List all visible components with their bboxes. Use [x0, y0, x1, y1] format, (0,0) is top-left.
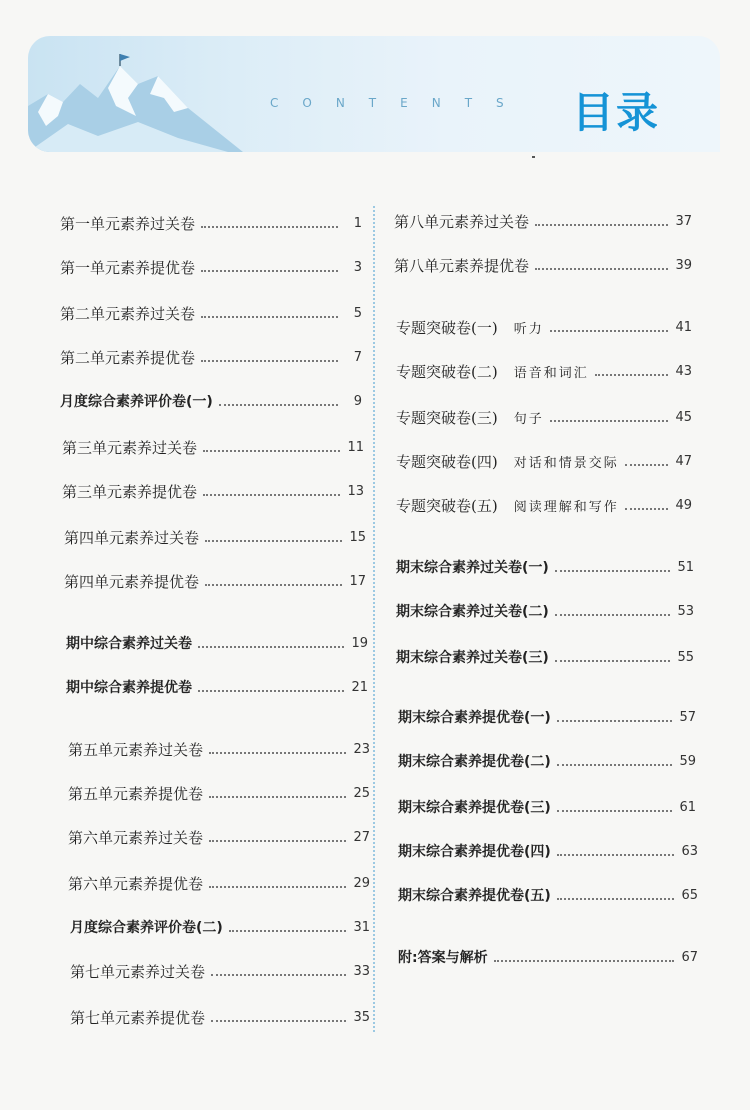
toc-page-number: 37 — [675, 213, 692, 229]
toc-entry[interactable] — [60, 386, 362, 416]
toc-entry-title: 第四单元素养提优卷 — [64, 572, 200, 591]
dot-leader — [201, 359, 338, 362]
toc-entry-title: 第五单元素养过关卷 — [68, 740, 204, 759]
toc-entry[interactable] — [396, 312, 692, 342]
toc-entry-subtitle: 对话和情景交际 — [513, 455, 619, 471]
dot-leader — [211, 973, 346, 976]
dot-leader — [625, 507, 668, 510]
toc-page-number: 67 — [681, 949, 698, 965]
dot-leader — [557, 809, 672, 812]
toc-entry-title: 专题突破卷(二) — [396, 362, 498, 381]
toc-page-number: 41 — [675, 319, 692, 335]
toc-entry-title: 期末综合素养提优卷(五) — [398, 888, 551, 904]
dot-leader — [229, 929, 346, 932]
toc-page-number: 47 — [675, 453, 692, 469]
toc-entry[interactable] — [64, 566, 366, 596]
print-mark — [532, 156, 535, 158]
toc-entry-title: 第一单元素养过关卷 — [60, 214, 196, 233]
toc-entry-title: 期末综合素养过关卷(二) — [396, 604, 549, 620]
toc-entry-title: 期中综合素养过关卷 — [66, 636, 192, 652]
toc-entry[interactable] — [60, 298, 362, 328]
dot-leader — [555, 569, 670, 572]
toc-page-number: 53 — [677, 603, 694, 619]
dot-leader — [198, 645, 344, 648]
toc-entry-title: 第五单元素养提优卷 — [68, 784, 204, 803]
dot-leader — [209, 751, 346, 754]
dot-leader — [201, 269, 338, 272]
dot-leader — [203, 449, 340, 452]
toc-page-number: 13 — [347, 483, 364, 499]
toc-entry-title: 第一单元素养提优卷 — [60, 258, 196, 277]
toc-page-number: 57 — [679, 709, 696, 725]
toc-entry[interactable] — [68, 734, 370, 764]
dot-leader — [535, 223, 668, 226]
mountain-illustration — [28, 36, 268, 152]
toc-entry-title: 第二单元素养过关卷 — [60, 304, 196, 323]
toc-entry[interactable] — [66, 672, 368, 702]
dot-leader — [198, 689, 344, 692]
toc-entry[interactable] — [398, 746, 696, 776]
toc-entry[interactable] — [396, 402, 692, 432]
toc-entry-subtitle: 阅读理解和写作 — [513, 499, 619, 515]
dot-leader — [209, 839, 346, 842]
dot-leader — [535, 267, 668, 270]
toc-page-number: 65 — [681, 887, 698, 903]
toc-entry[interactable] — [396, 356, 692, 386]
toc-page-number: 15 — [349, 529, 366, 545]
toc-page-number: 1 — [353, 215, 362, 231]
toc-page-number: 39 — [675, 257, 692, 273]
toc-entry-title: 专题突破卷(三) — [396, 408, 498, 427]
toc-entry[interactable] — [398, 942, 698, 972]
toc-entry-title: 附:答案与解析 — [398, 950, 488, 966]
toc-entry[interactable] — [398, 836, 698, 866]
toc-page-number: 19 — [351, 635, 368, 651]
toc-entry-title: 第八单元素养提优卷 — [394, 256, 530, 275]
toc-entry[interactable] — [70, 1002, 370, 1032]
toc-entry-title: 期末综合素养过关卷(一) — [396, 560, 549, 576]
toc-page-number: 21 — [351, 679, 368, 695]
dot-leader — [205, 539, 342, 542]
toc-entry[interactable] — [64, 522, 366, 552]
toc-entry[interactable] — [394, 206, 692, 236]
toc-entry[interactable] — [398, 880, 698, 910]
toc-page-number: 31 — [353, 919, 370, 935]
dot-leader — [201, 225, 338, 228]
dot-leader — [209, 795, 346, 798]
dot-leader — [595, 373, 668, 376]
toc-entry-title: 期末综合素养提优卷(四) — [398, 844, 551, 860]
toc-entry[interactable] — [398, 792, 696, 822]
toc-page-number: 23 — [353, 741, 370, 757]
toc-entry-title: 第六单元素养提优卷 — [68, 874, 204, 893]
toc-page-number: 55 — [677, 649, 694, 665]
toc-page-number: 9 — [353, 393, 362, 409]
toc-entry[interactable] — [62, 476, 364, 506]
column-divider — [373, 206, 375, 1032]
toc-entry[interactable] — [66, 628, 368, 658]
toc-page-number: 45 — [675, 409, 692, 425]
toc-entry[interactable] — [62, 432, 364, 462]
toc-page-number: 25 — [353, 785, 370, 801]
toc-page-number: 43 — [675, 363, 692, 379]
toc-entry[interactable] — [396, 596, 694, 626]
dot-leader — [625, 463, 668, 466]
toc-entry-title: 专题突破卷(四) — [396, 452, 498, 471]
toc-page-number: 5 — [353, 305, 362, 321]
toc-page-number: 17 — [349, 573, 366, 589]
dot-leader — [201, 315, 338, 318]
toc-entry[interactable] — [60, 252, 362, 282]
dot-leader — [555, 659, 670, 662]
toc-page-number: 59 — [679, 753, 696, 769]
dot-leader — [557, 897, 674, 900]
toc-page-number: 35 — [353, 1009, 370, 1025]
toc-entry-title: 月度综合素养评价卷(二) — [70, 920, 223, 936]
toc-page-number: 27 — [353, 829, 370, 845]
toc-page-number: 61 — [679, 799, 696, 815]
dot-leader — [219, 403, 338, 406]
dot-leader — [555, 613, 670, 616]
toc-entry-title: 期中综合素养提优卷 — [66, 680, 192, 696]
toc-page-number: 49 — [675, 497, 692, 513]
toc-entry[interactable] — [68, 778, 370, 808]
toc-entry-title: 第三单元素养过关卷 — [62, 438, 198, 457]
toc-entry-title: 第七单元素养提优卷 — [70, 1008, 206, 1027]
toc-entry-title: 第六单元素养过关卷 — [68, 828, 204, 847]
toc-entry-title: 第二单元素养提优卷 — [60, 348, 196, 367]
toc-entry[interactable] — [394, 250, 692, 280]
toc-entry[interactable] — [68, 868, 370, 898]
toc-entry-title: 月度综合素养评价卷(一) — [60, 394, 213, 410]
page-title: 目录 — [572, 88, 661, 137]
dot-leader — [557, 719, 672, 722]
toc-entry[interactable] — [70, 956, 370, 986]
dot-leader — [550, 419, 668, 422]
toc-entry[interactable] — [398, 702, 696, 732]
toc-entry[interactable] — [396, 446, 692, 476]
dot-leader — [205, 583, 342, 586]
toc-entry-subtitle: 句子 — [513, 411, 544, 427]
toc-entry[interactable] — [396, 642, 694, 672]
toc-page-number: 11 — [347, 439, 364, 455]
toc-page-number: 3 — [353, 259, 362, 275]
toc-entry-title: 期末综合素养提优卷(二) — [398, 754, 551, 770]
toc-entry-title: 期末综合素养提优卷(三) — [398, 800, 551, 816]
dot-leader — [209, 885, 346, 888]
toc-entry-title: 期末综合素养过关卷(三) — [396, 650, 549, 666]
dot-leader — [203, 493, 340, 496]
toc-entry[interactable] — [60, 342, 362, 372]
dot-leader — [211, 1019, 346, 1022]
toc-entry-title: 期末综合素养提优卷(一) — [398, 710, 551, 726]
toc-page-number: 29 — [353, 875, 370, 891]
dot-leader — [557, 853, 674, 856]
toc-entry-title: 第七单元素养过关卷 — [70, 962, 206, 981]
toc-page-number: 63 — [681, 843, 698, 859]
toc-page-number: 7 — [353, 349, 362, 365]
toc-entry-title: 第四单元素养过关卷 — [64, 528, 200, 547]
dot-leader — [550, 329, 668, 332]
toc-entry-subtitle: 听力 — [513, 321, 544, 337]
toc-entry-subtitle: 语音和词汇 — [513, 365, 589, 381]
toc-entry[interactable] — [68, 822, 370, 852]
toc-entry-title: 专题突破卷(五) — [396, 496, 498, 515]
toc-page-number: 33 — [353, 963, 370, 979]
toc-entry-title: 第三单元素养提优卷 — [62, 482, 198, 501]
toc-entry[interactable] — [396, 490, 692, 520]
toc-entry-title: 专题突破卷(一) — [396, 318, 498, 337]
dot-leader — [557, 763, 672, 766]
contents-word: CONTENTS — [270, 96, 528, 110]
toc-entry[interactable] — [70, 912, 370, 942]
dot-leader — [494, 959, 674, 962]
toc-entry[interactable] — [60, 208, 362, 238]
toc-page-number: 51 — [677, 559, 694, 575]
toc-entry[interactable] — [396, 552, 694, 582]
toc-entry-title: 第八单元素养过关卷 — [394, 212, 530, 231]
